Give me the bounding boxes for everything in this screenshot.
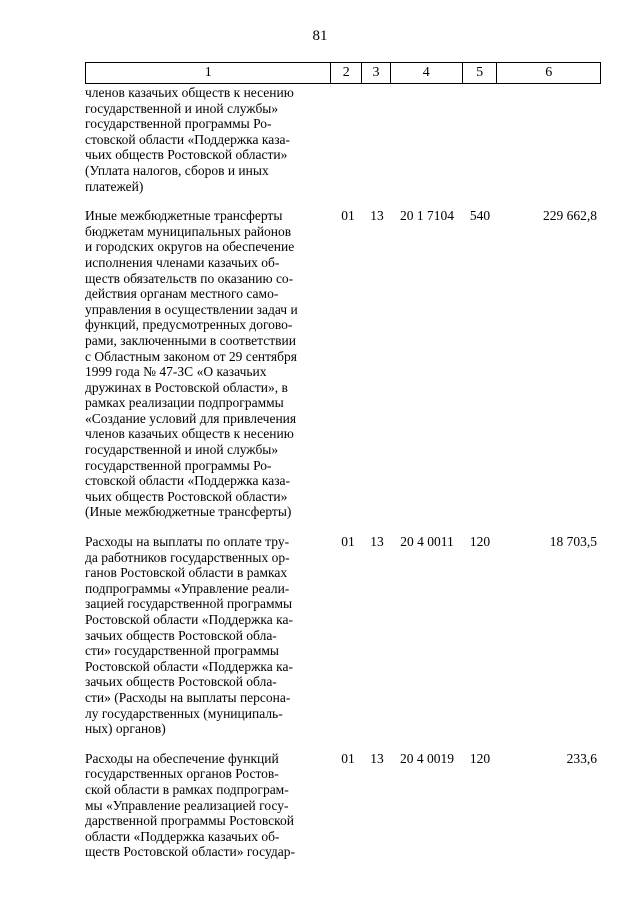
- description-line: с Областным законом от 29 сентября: [85, 348, 297, 364]
- table-body: [85, 85, 601, 874]
- section-code: 01: [341, 534, 355, 550]
- description-line: и городских округов на обеспечение: [85, 239, 295, 255]
- subsection-code: [363, 85, 391, 194]
- description-line: сти» (Расходы на выплаты персона-: [85, 689, 291, 705]
- description-line: зачьих обществ Ростовской обла-: [85, 674, 277, 690]
- description-line: платежей): [85, 178, 144, 194]
- subsection-code: 13: [370, 750, 384, 766]
- header-col-3: 3: [362, 63, 391, 84]
- description-line: стовской области «Поддержка каза-: [85, 473, 291, 489]
- expense-type-code: [463, 85, 497, 194]
- header-col-4: 4: [390, 63, 462, 84]
- description-line: мы «Управление реализацией госу-: [85, 797, 289, 813]
- header-col-2: 2: [331, 63, 362, 84]
- row-description: [85, 534, 333, 737]
- description-line: Расходы на выплаты по оплате тру-: [85, 534, 290, 550]
- description-line: Иные межбюджетные трансферты: [85, 208, 283, 224]
- description-line: сти» государственной программы: [85, 643, 279, 659]
- description-line: (Иные межбюджетные трансферты): [85, 504, 292, 520]
- page-number: 81: [312, 28, 328, 44]
- target-article-code: 20 4 0011: [400, 534, 454, 550]
- description-line: государственных органов Ростов-: [85, 766, 279, 782]
- description-line: государственной и иной службы»: [85, 100, 279, 116]
- description-line: стовской области «Поддержка каза-: [85, 131, 291, 147]
- table-row: [85, 751, 601, 860]
- description-line: чьих обществ Ростовской области»: [85, 147, 288, 163]
- header-col-1: 1: [86, 63, 331, 84]
- target-article-code: 20 4 0019: [400, 750, 454, 766]
- subsection-code: 13: [370, 534, 384, 550]
- table-row: [85, 534, 601, 737]
- table-row: [85, 85, 601, 194]
- row-description: [85, 85, 333, 194]
- description-line: рами, заключенными в соответствии: [85, 332, 296, 348]
- description-line: подпрограммы «Управление реали-: [85, 580, 290, 596]
- expense-type-code: 120: [469, 750, 491, 766]
- subsection-code: 13: [370, 208, 384, 224]
- description-line: государственной программы Ро-: [85, 116, 272, 132]
- expense-type-code: 120: [469, 534, 491, 550]
- description-line: да работников государственных ор-: [85, 549, 290, 565]
- description-line: ществ обязательств по оказанию со-: [85, 270, 294, 286]
- description-line: бюджетам муниципальных районов: [85, 223, 292, 239]
- description-line: ществ Ростовской области» государ-: [85, 844, 295, 860]
- description-line: дружинах в Ростовской области», в: [85, 379, 288, 395]
- table-header: [85, 62, 601, 84]
- description-line: ской области в рамках подпрограм-: [85, 781, 289, 797]
- description-line: зацией государственной программы: [85, 596, 293, 612]
- description-line: ганов Ростовской области в рамках: [85, 565, 288, 581]
- table-row: [85, 208, 601, 520]
- description-line: зачьих обществ Ростовской обла-: [85, 627, 277, 643]
- row-description: [85, 208, 333, 520]
- amount: 18 703,5: [549, 534, 597, 550]
- expense-type-code: 540: [469, 208, 491, 224]
- description-line: Расходы на обеспечение функций: [85, 750, 279, 766]
- description-line: дарственной программы Ростовской: [85, 813, 294, 829]
- description-line: государственной программы Ро-: [85, 457, 272, 473]
- description-line: членов казачьих обществ к несению: [85, 85, 294, 100]
- description-line: «Создание условий для привлечения: [85, 410, 297, 426]
- description-line: функций, предусмотренных догово-: [85, 317, 293, 333]
- amount: [497, 85, 601, 194]
- description-line: 1999 года № 47-ЗС «О казачьих: [85, 364, 267, 380]
- amount: 229 662,8: [543, 208, 597, 224]
- header-col-6: 6: [497, 63, 601, 84]
- target-article-code: [391, 85, 463, 194]
- description-line: действия органам местного само-: [85, 286, 279, 302]
- section-code: [333, 85, 363, 194]
- section-code: 01: [341, 208, 355, 224]
- section-code: 01: [341, 750, 355, 766]
- description-line: чьих обществ Ростовской области»: [85, 488, 288, 504]
- description-line: области «Поддержка казачьих об-: [85, 828, 280, 844]
- description-line: лу государственных (муниципаль-: [85, 705, 283, 721]
- row-description: [85, 751, 333, 860]
- description-line: Ростовской области «Поддержка ка-: [85, 658, 293, 674]
- description-line: ных) органов): [85, 721, 166, 737]
- description-line: рамках реализации подпрограммы: [85, 395, 284, 411]
- description-line: членов казачьих обществ к несению: [85, 426, 294, 442]
- target-article-code: 20 1 7104: [400, 208, 454, 224]
- header-col-5: 5: [462, 63, 497, 84]
- amount: 233,6: [566, 750, 597, 766]
- description-line: Ростовской области «Поддержка ка-: [85, 612, 293, 627]
- description-line: государственной и иной службы»: [85, 442, 279, 458]
- description-line: (Уплата налогов, сборов и иных: [85, 162, 269, 178]
- description-line: исполнения членами казачьих об-: [85, 254, 280, 270]
- description-line: управления в осуществлении задач и: [85, 301, 298, 317]
